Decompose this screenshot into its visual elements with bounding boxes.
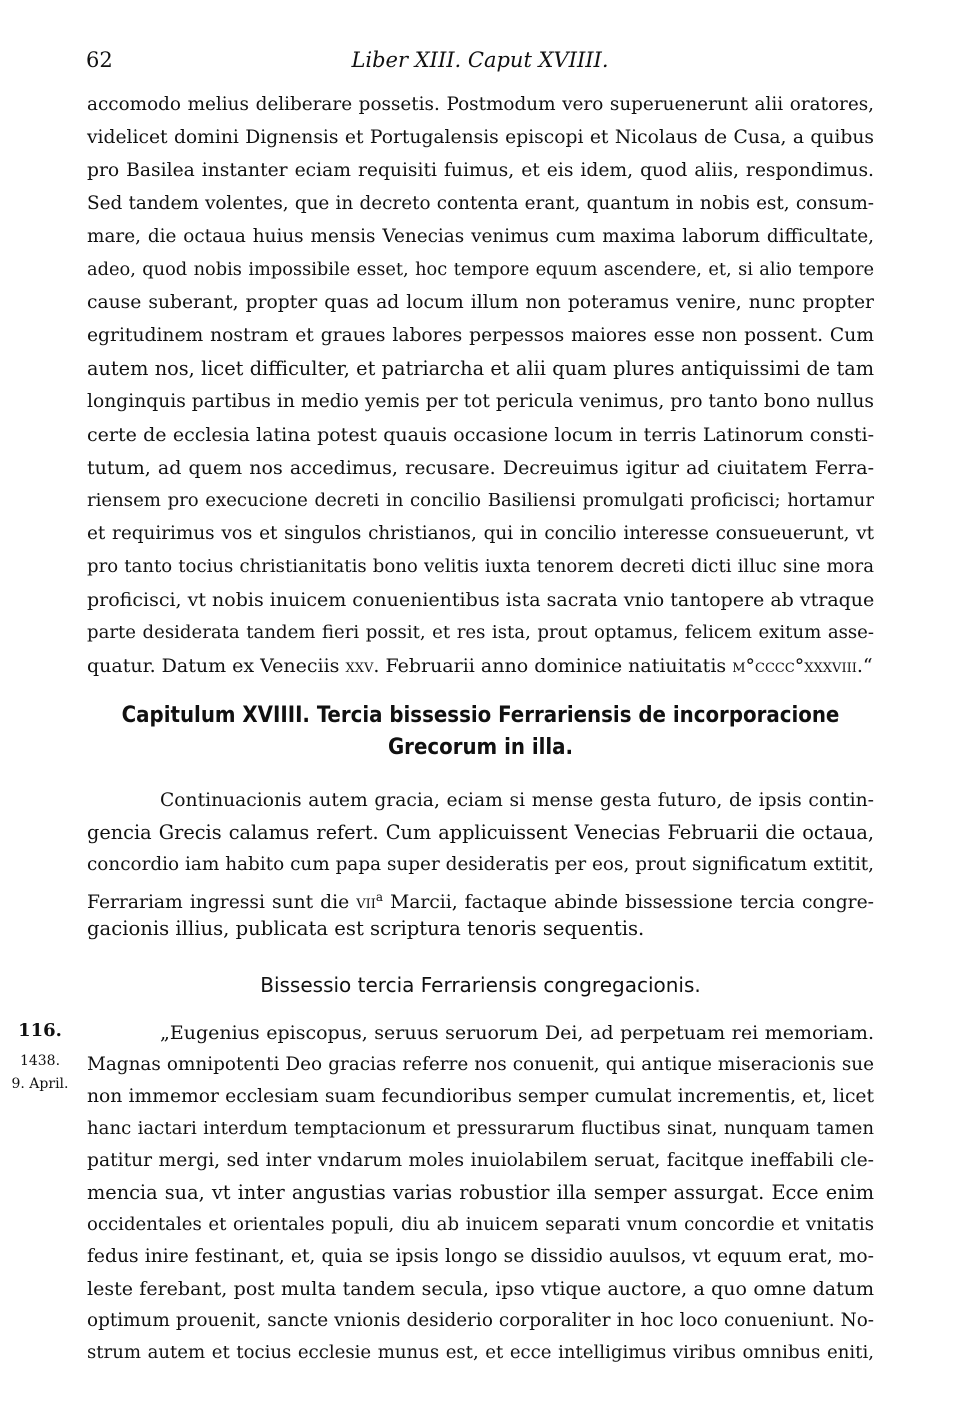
- text-line: mencia sua, vt inter angustias varias robustior illa semper assurgat. Ecce enim: [87, 1181, 874, 1204]
- text-segment: Ferrariam ingressi sunt die: [87, 892, 357, 914]
- text-line-last: gacionis illius, publicata est scriptura tenoris sequentis.: [87, 917, 645, 940]
- margin-date: 9. April.: [11, 1076, 69, 1092]
- text-segment: .“: [856, 655, 873, 677]
- superscript: a: [375, 890, 384, 904]
- text-line: occidentales et orientales populi, diu ab inuicem separati vnum concordie et vnitatis: [87, 1214, 874, 1235]
- text-line: videlicet domini Dignensis et Portugalensis episcopi et Nicolaus de Cusa, a quibus: [87, 127, 874, 148]
- text-line: autem nos, licet difficulter, et patriarcha et alii quam plures antiquissimi de tam: [87, 357, 874, 380]
- text-line: riensem pro execucione decreti in concilio Basiliensi promulgati proficisci; hortamur: [87, 490, 874, 511]
- text-line: gencia Grecis calamus refert. Cum applicuissent Venecias Februarii die octaua,: [87, 821, 874, 844]
- text-line: non immemor ecclesiam suam fecundioribus semper cumulat incrementis, et, licet: [87, 1086, 874, 1107]
- chapter-heading-line1: Capitulum XVIIII. Tercia bissessio Ferrariensis de incorporacione: [121, 703, 840, 728]
- text-line: hanc iactari interdum temptacionum et pressurarum fluctibus sinat, nunquam tamen: [87, 1118, 874, 1139]
- section-subheading: Bissessio tercia Ferrariensis congregacionis.: [260, 973, 701, 997]
- text-line: proficisci, vt nobis inuicem conuenientibus ista sacrata vnio tantopere ab vtraque: [87, 589, 875, 611]
- margin-document-number: 116.: [18, 1020, 62, 1041]
- text-line: egritudinem nostram et graues labores perpessos maiores esse non possent. Cum: [87, 325, 874, 346]
- text-line: strum autem et tocius ecclesie munus est, et ecce intelligimus viribus omnibus eniti,: [87, 1342, 874, 1363]
- text-line: fedus inire festinant, et, quia se ipsis longo se dissidio auulsos, vt equum erat, mo-: [87, 1246, 874, 1267]
- text-line: adeo, quod nobis impossibile esset, hoc tempore equum ascendere, et, si alio tempore: [87, 259, 874, 280]
- page-number: 62: [86, 48, 113, 72]
- text-segment: . Februarii anno dominice natiuitatis: [373, 655, 733, 677]
- text-line: „Eugenius episcopus, seruus seruorum Dei, ad perpetuam rei memoriam.: [160, 1022, 874, 1044]
- text-line: accomodo melius deliberare possetis. Postmodum vero superuenerunt alii oratores,: [87, 94, 874, 115]
- text-line: certe de ecclesia latina potest quauis occasione locum in terris Latinorum consti-: [87, 424, 874, 446]
- running-title: Liber XIII. Caput XVIIII.: [351, 48, 609, 72]
- text-line: longinquis partibus in medio yemis per tot pericula venimus, pro tanto bono nullus: [87, 391, 874, 412]
- text-line: parte desiderata tandem fieri possit, et res ista, prout optamus, felicem exitum asse-: [87, 622, 874, 643]
- text-line: [87, 882, 874, 912]
- date-day: vii: [356, 892, 376, 914]
- text-line: concordio iam habito cum papa super desideratis per eos, prout significatum extitit,: [87, 854, 874, 875]
- margin-year: 1438.: [19, 1053, 61, 1069]
- text-segment: Marcii, factaque abinde bissessione tercia congre-: [383, 892, 874, 914]
- text-line: Sed tandem volentes, que in decreto contenta erant, quantum in nobis est, consum-: [87, 193, 874, 214]
- text-line: tutum, ad quem nos accedimus, recusare. Decreuimus igitur ad ciuitatem Ferra-: [87, 457, 874, 479]
- text-line-last: [87, 651, 874, 681]
- text-line: leste ferebant, post multa tandem secula, ipso vtique auctore, a quo omne datum: [87, 1278, 874, 1300]
- chapter-heading-line2: Grecorum in illa.: [387, 735, 574, 760]
- text-line: cause suberant, propter quas ad locum illum non poteramus venire, nunc propter: [87, 292, 874, 313]
- text-line: mare, die octaua huius mensis Venecias venimus cum maxima laborum difficultate,: [87, 226, 874, 247]
- date-day: xxv: [345, 655, 374, 677]
- text-line: Magnas omnipotenti Deo gracias referre nos conuenit, qui antique miseracionis sue: [87, 1054, 874, 1075]
- page-header: [0, 48, 960, 78]
- date-year: m°cccc°xxxviii: [732, 655, 857, 677]
- text-line: et requirimus vos et singulos christianos, qui in concilio interesse consueuerunt, vt: [87, 523, 874, 544]
- text-line: pro tanto tocius christianitatis bono velitis iuxta tenorem decreti dicti illuc sine mora: [87, 556, 874, 577]
- text-segment: quatur. Datum ex Veneciis: [87, 655, 346, 677]
- text-line: Continuacionis autem gracia, eciam si mense gesta futuro, de ipsis contin-: [160, 790, 874, 811]
- text-line: optimum prouenit, sancte vnionis desiderio corporaliter in hoc loco conueniunt. No-: [87, 1310, 874, 1331]
- text-line: pro Basilea instanter eciam requisiti fuimus, et eis idem, quod aliis, respondimus.: [87, 160, 874, 181]
- text-line: patitur mergi, sed inter vndarum moles inuiolabilem seruat, facitque ineffabili cle-: [87, 1150, 874, 1171]
